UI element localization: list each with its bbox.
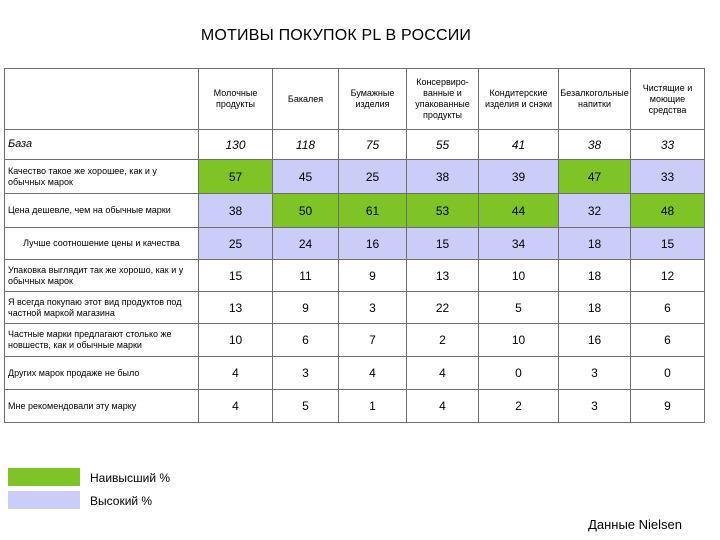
table-cell: 53 bbox=[407, 194, 479, 228]
table-cell: 44 bbox=[479, 194, 559, 228]
table-cell: 24 bbox=[273, 228, 339, 260]
table-cell: 25 bbox=[339, 160, 407, 194]
row-label: Лучше соотношение цены и качества bbox=[5, 228, 199, 260]
table-cell: 16 bbox=[339, 228, 407, 260]
legend-label-high: Высокий % bbox=[90, 494, 153, 508]
table-cell: 47 bbox=[559, 160, 631, 194]
table-cell: 10 bbox=[479, 324, 559, 357]
row-label: Я всегда покупаю этот вид продуктов под частной маркой магазина bbox=[5, 292, 199, 324]
table-cell: 33 bbox=[631, 160, 705, 194]
table-cell: 15 bbox=[631, 228, 705, 260]
table-cell: 4 bbox=[407, 357, 479, 390]
table-cell: 33 bbox=[631, 130, 705, 160]
source-note: Данные Nielsen bbox=[588, 517, 682, 532]
table-row bbox=[5, 228, 705, 260]
row-label: Мне рекомендовали эту марку bbox=[5, 390, 199, 423]
table-cell: 9 bbox=[631, 390, 705, 423]
table-row bbox=[5, 160, 705, 194]
table-cell: 5 bbox=[273, 390, 339, 423]
table-cell: 38 bbox=[199, 194, 273, 228]
column-header-confectionery: Кондитерские изделия и снэки bbox=[479, 69, 559, 130]
table-cell: 12 bbox=[631, 260, 705, 292]
table-row bbox=[5, 260, 705, 292]
table-cell: 13 bbox=[407, 260, 479, 292]
table-row bbox=[5, 292, 705, 324]
legend-swatch-high bbox=[8, 491, 80, 509]
column-header-canned: Консервированные и упакованные продукты bbox=[407, 69, 479, 130]
column-header-paper: Бумажные изделия bbox=[339, 69, 407, 130]
table-cell: 15 bbox=[407, 228, 479, 260]
table-cell: 6 bbox=[273, 324, 339, 357]
table-cell: 6 bbox=[631, 324, 705, 357]
row-label: Частные марки предлагают столько же новшеств, как и обычные марки bbox=[5, 324, 199, 357]
table-cell: 38 bbox=[559, 130, 631, 160]
row-label: Других марок продаже не было bbox=[5, 357, 199, 390]
column-header-grocery: Бакалея bbox=[273, 69, 339, 130]
table-cell: 4 bbox=[199, 357, 273, 390]
table-cell: 75 bbox=[339, 130, 407, 160]
table-cell: 5 bbox=[479, 292, 559, 324]
base-row bbox=[5, 130, 705, 160]
table-cell: 9 bbox=[273, 292, 339, 324]
table-cell: 45 bbox=[273, 160, 339, 194]
table-cell: 118 bbox=[273, 130, 339, 160]
row-label: Цена дешевле, чем на обычные марки bbox=[5, 194, 199, 228]
table-row bbox=[5, 194, 705, 228]
table-row bbox=[5, 357, 705, 390]
table-cell: 3 bbox=[559, 390, 631, 423]
table-cell: 55 bbox=[407, 130, 479, 160]
table-cell: 22 bbox=[407, 292, 479, 324]
table-cell: 50 bbox=[273, 194, 339, 228]
row-label: База bbox=[5, 130, 199, 160]
table-row bbox=[5, 390, 705, 423]
table-cell: 10 bbox=[199, 324, 273, 357]
table-cell: 11 bbox=[273, 260, 339, 292]
column-header-soft-drinks: Безалкогольные напитки bbox=[559, 69, 631, 130]
table-cell: 4 bbox=[339, 357, 407, 390]
motives-table bbox=[4, 68, 705, 423]
table-cell: 39 bbox=[479, 160, 559, 194]
page-title: МОТИВЫ ПОКУПОК PL В РОССИИ bbox=[200, 27, 472, 44]
table-cell: 15 bbox=[199, 260, 273, 292]
table-row bbox=[5, 324, 705, 357]
table-cell: 48 bbox=[631, 194, 705, 228]
table-cell: 0 bbox=[479, 357, 559, 390]
table-cell: 18 bbox=[559, 260, 631, 292]
header-corner bbox=[5, 69, 199, 130]
header-row bbox=[5, 69, 705, 130]
table-cell: 4 bbox=[407, 390, 479, 423]
table-cell: 41 bbox=[479, 130, 559, 160]
table-cell: 0 bbox=[631, 357, 705, 390]
table-cell: 7 bbox=[339, 324, 407, 357]
table-cell: 18 bbox=[559, 292, 631, 324]
table-cell: 13 bbox=[199, 292, 273, 324]
column-header-dairy: Молочные продукты bbox=[199, 69, 273, 130]
legend-high bbox=[8, 491, 308, 511]
legend-highest bbox=[8, 468, 308, 488]
table-cell: 130 bbox=[199, 130, 273, 160]
table-cell: 10 bbox=[479, 260, 559, 292]
table-cell: 1 bbox=[339, 390, 407, 423]
table-cell: 4 bbox=[199, 390, 273, 423]
legend-swatch-highest bbox=[8, 468, 80, 486]
table-cell: 32 bbox=[559, 194, 631, 228]
table-cell: 9 bbox=[339, 260, 407, 292]
table-cell: 3 bbox=[339, 292, 407, 324]
table-cell: 57 bbox=[199, 160, 273, 194]
row-label: Качество такое же хорошее, как и у обычных марок bbox=[5, 160, 199, 194]
table-cell: 2 bbox=[407, 324, 479, 357]
table-cell: 34 bbox=[479, 228, 559, 260]
table-cell: 61 bbox=[339, 194, 407, 228]
table-cell: 3 bbox=[273, 357, 339, 390]
column-header-cleaning: Чистящие и моющие средства bbox=[631, 69, 705, 130]
table-cell: 2 bbox=[479, 390, 559, 423]
table-cell: 18 bbox=[559, 228, 631, 260]
table-cell: 6 bbox=[631, 292, 705, 324]
table-cell: 25 bbox=[199, 228, 273, 260]
table-cell: 3 bbox=[559, 357, 631, 390]
row-label: Упаковка выглядит так же хорошо, как и у обычных марок bbox=[5, 260, 199, 292]
legend-label-highest: Наивысший % bbox=[90, 471, 171, 485]
table-cell: 38 bbox=[407, 160, 479, 194]
table-cell: 16 bbox=[559, 324, 631, 357]
